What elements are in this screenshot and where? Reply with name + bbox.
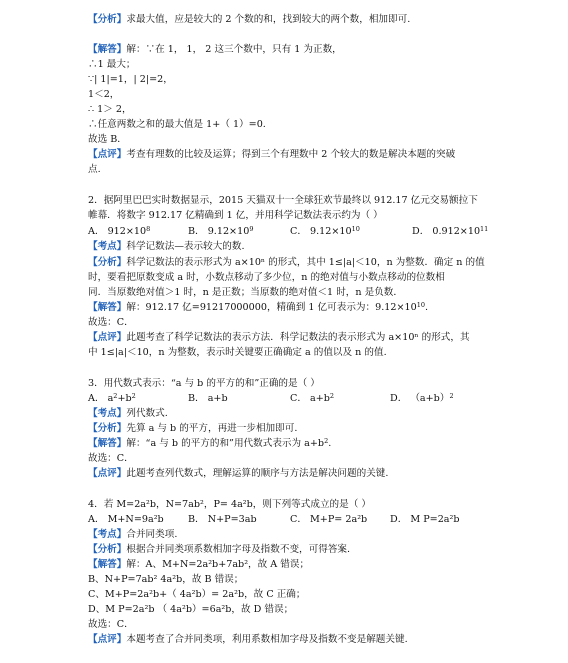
q4-point-text: 合并同类项. — [126, 529, 178, 540]
q2-analysis-line-1 — [88, 257, 485, 269]
q2-analysis-text-1: 科学记数法的表示形式为 a×10ⁿ 的形式，其中 1≤|a|＜10，n 为整数．确定 n 的值 — [126, 257, 485, 268]
s1-comment-line-1 — [88, 149, 455, 161]
q3-answer-line — [88, 438, 331, 450]
s1-choose: 故选 B． — [88, 134, 127, 145]
q2-answer-end: . — [424, 302, 429, 313]
comment-tag: 【点评】 — [88, 468, 127, 479]
s1-answer-line-4: 1＜2， — [88, 89, 120, 100]
q2-option-b-text: B． 9.12×10 — [188, 226, 250, 237]
q2-analysis-line-2: 时，要看把原数变成 a 时，小数点移动了多少位，n 的绝对值与小数点移动的位数相 — [88, 272, 445, 283]
q3-option-d-exp: 2 — [449, 392, 454, 400]
q2-option-b — [188, 226, 253, 238]
q2-comment-text-1: 此题考查了科学记数法的表示方法．科学记数法的表示形式为 a×10ⁿ 的形式，其 — [126, 332, 470, 343]
q3-answer-end: . — [328, 438, 332, 449]
q4-comment-text: 本题考查了合并同类项，利用系数相加字母及指数不变是解题关键. — [126, 634, 408, 645]
answer-tag: 【解答】 — [88, 302, 127, 313]
q3-option-c-exp: 2 — [329, 392, 335, 400]
q3-analysis-line — [88, 423, 297, 435]
s1-answer-line-1 — [88, 44, 342, 56]
analysis-tag: 【分析】 — [88, 544, 127, 555]
s1-analysis-text: 求最大值，应是较大的 2 个数的和，找到较大的两个数，相加即可. — [126, 14, 411, 25]
answer-tag: 【解答】 — [88, 559, 127, 570]
comment-tag: 【点评】 — [88, 634, 127, 645]
q2-answer-line — [88, 302, 428, 314]
answer-tag: 【解答】 — [88, 44, 127, 55]
q4-comment-line — [88, 634, 408, 646]
q2-answer-exp: 10 — [416, 301, 425, 309]
q4-answer-line-4: D、M P=2a²b （ 4a²b）=6a²b，故 D 错误； — [88, 604, 294, 615]
q3-option-a-text: A． a — [88, 393, 114, 404]
q3-option-c-text: C． a+b — [290, 393, 330, 404]
q4-analysis-line — [88, 544, 350, 556]
point-tag: 【考点】 — [88, 241, 127, 252]
q3-point-text: 列代数式. — [126, 408, 168, 419]
q2-point-line — [88, 241, 245, 253]
q2-option-b-exp: 9 — [249, 225, 254, 233]
q3-answer-text: 解：“a 与 b 的平方的和”用代数式表示为 a+b — [126, 438, 325, 449]
q4-question: 4．若 M=2a²b，N=7ab²，P= 4a²b，则下列等式成立的是（ ） — [88, 499, 371, 510]
point-tag: 【考点】 — [88, 529, 127, 540]
q2-answer-text: 解：912.17 亿=91217000000，精确到 1 亿可表示为：9.12×10 — [126, 302, 417, 313]
q2-option-c-text: C． 9.12×10 — [290, 226, 352, 237]
s1-comment-line-2: 点. — [88, 164, 101, 175]
q3-option-a-exp1: 2 — [113, 392, 118, 400]
q2-point-text: 科学记数法—表示较大的数. — [126, 241, 245, 252]
q2-choose: 故选：C． — [88, 317, 134, 328]
q4-point-line — [88, 529, 177, 541]
s1-analysis-line — [88, 14, 410, 26]
point-tag: 【考点】 — [88, 408, 127, 419]
answer-tag: 【解答】 — [88, 438, 127, 449]
q2-option-d-text: D． 0.912×10 — [412, 226, 481, 237]
q2-option-c-exp: 10 — [351, 225, 360, 233]
q3-comment-line — [88, 468, 388, 480]
s1-answer-line-2: ∴1 最大； — [88, 59, 136, 70]
q4-answer-line-3: C、M+P=2a²b+（ 4a²b）= 2a²b，故 C 正确； — [88, 589, 306, 600]
q3-option-a-mid: +b — [117, 393, 132, 404]
q4-option-d: D． M P=2a²b — [390, 514, 460, 525]
q4-answer-text-1: 解：A、M+N=2a²b+7ab²，故 A 错误； — [126, 559, 310, 570]
comment-tag: 【点评】 — [88, 149, 127, 160]
q2-option-a-exp: 8 — [146, 225, 151, 233]
comment-tag: 【点评】 — [88, 332, 127, 343]
q3-choose: 故选：C． — [88, 453, 134, 464]
q2-comment-line-1 — [88, 332, 470, 344]
analysis-tag: 【分析】 — [88, 257, 127, 268]
s1-answer-line-5: ∴ 1＞ 2， — [88, 104, 132, 115]
q3-point-line — [88, 408, 168, 420]
q3-option-b: B． a+b — [188, 393, 228, 404]
q3-analysis-text: 先算 a 与 b 的平方，再进一步相加即可. — [126, 423, 298, 434]
q2-option-c — [290, 226, 360, 238]
q3-option-c — [290, 393, 334, 405]
s1-answer-text-1: 解：∵在 1， 1， 2 这三个数中，只有 1 为正数， — [126, 44, 342, 55]
q4-analysis-text: 根据合并同类项系数相加字母及指数不变，可得答案. — [126, 544, 351, 555]
q4-answer-line-1 — [88, 559, 309, 571]
q2-option-d — [412, 226, 488, 238]
q3-option-a — [88, 393, 136, 405]
q2-option-a-text: A． 912×10 — [88, 226, 147, 237]
q4-option-b: B． N+P=3ab — [188, 514, 257, 525]
analysis-tag: 【分析】 — [88, 14, 127, 25]
q2-line-1: 2．据阿里巴巴实时数据显示，2015 天猫双十一全球狂欢节最终以 912.17 亿元交易额拉下 — [88, 195, 478, 206]
q3-answer-exp: 2 — [324, 437, 329, 445]
q2-comment-line-2: 中 1≤|a|＜10，n 为整数，表示时关键要正确确定 a 的值以及 n 的值. — [88, 347, 387, 358]
q2-line-2: 帷幕．将数字 912.17 亿精确到 1 亿，并用科学记数法表示约为（ ） — [88, 210, 383, 221]
q3-option-a-exp2: 2 — [131, 392, 136, 400]
q4-choose: 故选：C． — [88, 619, 134, 630]
q2-analysis-line-3: 同．当原数绝对值＞1 时，n 是正数；当原数的绝对值＜1 时，n 是负数． — [88, 287, 403, 298]
s1-answer-line-6: ∴任意两数之和的最大值是 1+（ 1）=0. — [88, 119, 266, 130]
analysis-tag: 【分析】 — [88, 423, 127, 434]
s1-comment-text-1: 考查有理数的比较及运算；得到三个有理数中 2 个较大的数是解决本题的突破 — [126, 149, 456, 160]
q3-option-d-text: D． （a+b） — [390, 393, 450, 404]
q3-comment-text: 此题考查列代数式，理解运算的顺序与方法是解决问题的关键. — [126, 468, 389, 479]
s1-answer-line-3: ∵| 1|=1，| 2|=2， — [88, 74, 173, 85]
q4-answer-line-2: B、N+P=7ab² 4a²b，故 B 错误； — [88, 574, 244, 585]
q4-option-a: A． M+N=9a²b — [88, 514, 164, 525]
q3-option-d — [390, 393, 454, 405]
q2-option-a — [88, 226, 150, 238]
q2-option-d-exp: 11 — [480, 225, 489, 233]
q3-question: 3．用代数式表示：“a 与 b 的平方的和”正确的是（ ） — [88, 378, 320, 389]
q4-option-c: C． M+P= 2a²b — [290, 514, 368, 525]
